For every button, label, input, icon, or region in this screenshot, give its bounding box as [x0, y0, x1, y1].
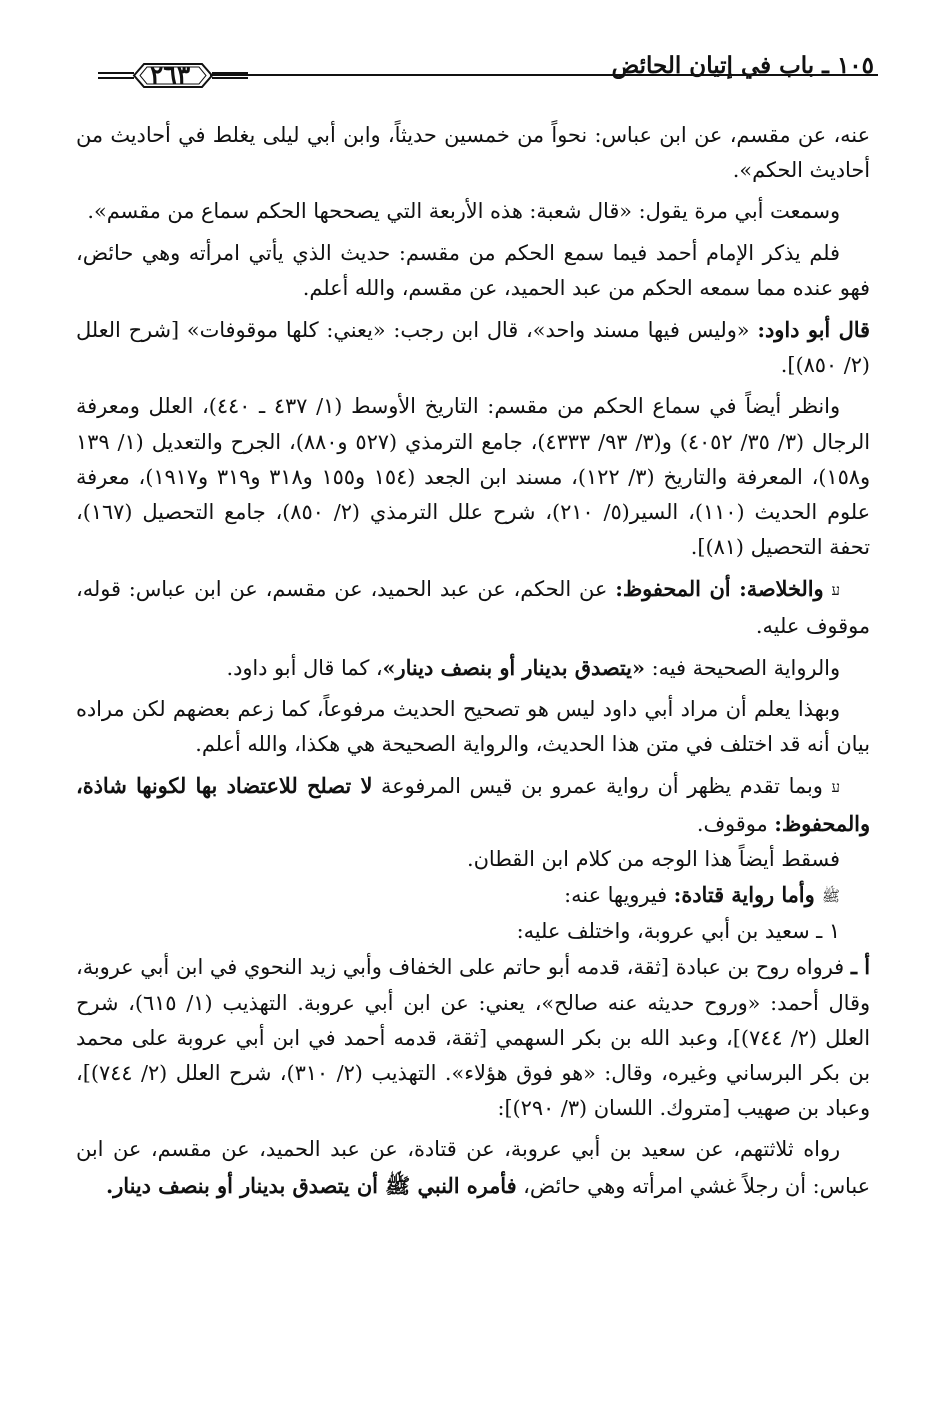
abu-dawud-quote: «وليس فيها مسند واحد»، قال ابن رجب: «يعني: كلها موقوفات» [شرح العلل (٢/ ٨٥٠)]. — [76, 318, 870, 378]
list-item-1: ١ ـ سعيد بن أبي عروبة، واختلف عليه: — [516, 919, 840, 944]
references-paragraph: وانظر أيضاً في سماع الحكم من مقسم: التاريخ الأوسط (١/ ٤٣٧ ـ ٤٤٠)، العلل ومعرفة الرجال (٣/ ٣٥/ ٤٠٥٢) و(٣/ ٩٣/ ٤٣٣٣)، جامع الترمذي (٥٢٧ و٨٨٠)، الجرح والتعديل (١/ ١٣٩ و١٥٨)، المعرفة والتاريخ (٣/ ١٢٢)، مسند ابن الجعد (١٥٤ و١٥٥ و٣١٨ و٣١٩ و١٩١٧)، معرفة علوم الحديث (١١٠)، السير(٥/ ٢١٠)، شرح علل الترمذي (٢/ ٨٥٠)، جامع التحصيل (١٦٧)، تحفة التحصيل (٨١)]. — [76, 394, 870, 560]
list-item-1a-text: فرواه روح بن عبادة [ثقة، قدمه أبو حاتم على الخفاف وأبي زيد النحوي في ابن أبي عروبة، وقال أحمد: «وروح حديثه عنه صالح»، يعني: عن ابن أبي عروبة. التهذيب (١/ ٦١٥)، شرح العلل (٢/ ٧٤٤)]، وعبد الله بن بكر السهمي [ثقة، قدمه أحمد في ابن أبي عروبة على محمد بن بكر البرساني وغيره، وقال: «هو فوق هؤلاء». التهذيب (٢/ ٣١٠)، شرح العلل (٢/ ٧٤٤)]، وعباد بن صهيب [متروك. اللسان (٣/ ٢٩٠)]: — [76, 955, 870, 1121]
qatada-paragraph — [76, 877, 870, 914]
conclusion-paragraph — [76, 571, 870, 643]
body-text — [76, 118, 870, 1204]
amr-bin-qays-paragraph — [76, 768, 870, 841]
list-item-1a — [76, 949, 870, 1126]
sahih-narration-lead: والرواية الصحيحة فيه: — [644, 655, 840, 680]
page-number: ٢٦٣ — [149, 60, 191, 89]
section-mark-icon: ﬠ — [831, 581, 840, 600]
paragraph-1: عنه، عن مقسم، عن ابن عباس: نحواً من خمسين حديثاً، وابن أبي ليلى يغلط في أحاديث من أحاديث الحكم». — [76, 123, 870, 183]
amr-bin-qays-bold: لا تصلح للاعتضاد بها لكونها شاذة، والمحفوظ: — [76, 773, 870, 836]
qatada-text: فيرويها عنه: — [564, 883, 674, 908]
narration-paragraph — [76, 1132, 870, 1203]
narration-bold: فأمره النبي ﷺ أن يتصدق بدينار أو بنصف دينار. — [105, 1172, 517, 1198]
qatada-label: وأما رواية قتادة: — [673, 882, 822, 908]
sahih-narration-quote: «يتصدق بدينار أو بنصف دينار» — [382, 654, 645, 680]
chapter-title: ١٠٥ ـ باب في إتيان الحائض — [611, 52, 874, 79]
amr-bin-qays-lead: وبما تقدم يظهر أن رواية عمرو بن قيس المرفوعة — [372, 774, 832, 799]
section-mark-icon: ﷺ — [821, 887, 840, 906]
section-mark-icon: ﬠ — [831, 778, 840, 797]
ibn-al-qattan-paragraph: فسقط أيضاً هذا الوجه من كلام ابن القطان. — [467, 846, 840, 871]
abu-dawud-intent-paragraph: وبهذا يعلم أن مراد أبي داود ليس هو تصحيح الحديث مرفوعاً، كما زعم بعضهم لكن مراده بيان أنه قد اختلف في متن هذا الحديث، والرواية الصحيحة هي هكذا، والله أعلم. — [76, 697, 870, 757]
paragraph-2: وسمعت أبي مرة يقول: «قال شعبة: هذه الأربعة التي يصححها الحكم سماع من مقسم». — [87, 199, 840, 224]
conclusion-label: والخلاصة: أن المحفوظ: — [615, 576, 824, 602]
running-header — [60, 40, 878, 90]
sahih-narration-tail: ، كما قال أبو داود. — [226, 655, 383, 680]
amr-bin-qays-tail: موقوف. — [696, 811, 775, 836]
header-rule — [210, 74, 878, 76]
narration-lead: رواه ثلاثتهم، عن سعيد بن أبي عروبة، عن قتادة، عن عبد الحميد، عن مقسم، عن ابن عباس: أن رجلاً غشي امرأته وهي حائض، — [76, 1137, 870, 1198]
list-item-1a-label: أ ـ — [850, 954, 870, 980]
page-number-ornament — [98, 56, 248, 96]
sahih-narration-paragraph — [76, 650, 870, 686]
paragraph-3: فلم يذكر الإمام أحمد فيما سمع الحكم من مقسم: حديث الذي يأتي امرأته وهي حائض، فهو عنده مما سمعه الحكم من عبد الحميد، عن مقسم، والله أعلم. — [76, 240, 870, 300]
paragraph-4 — [76, 312, 870, 383]
conclusion-text: عن الحكم، عن عبد الحميد، عن مقسم، عن ابن عباس: قوله، موقوف عليه. — [76, 577, 870, 638]
abu-dawud-label: قال أبو داود: — [757, 317, 870, 343]
